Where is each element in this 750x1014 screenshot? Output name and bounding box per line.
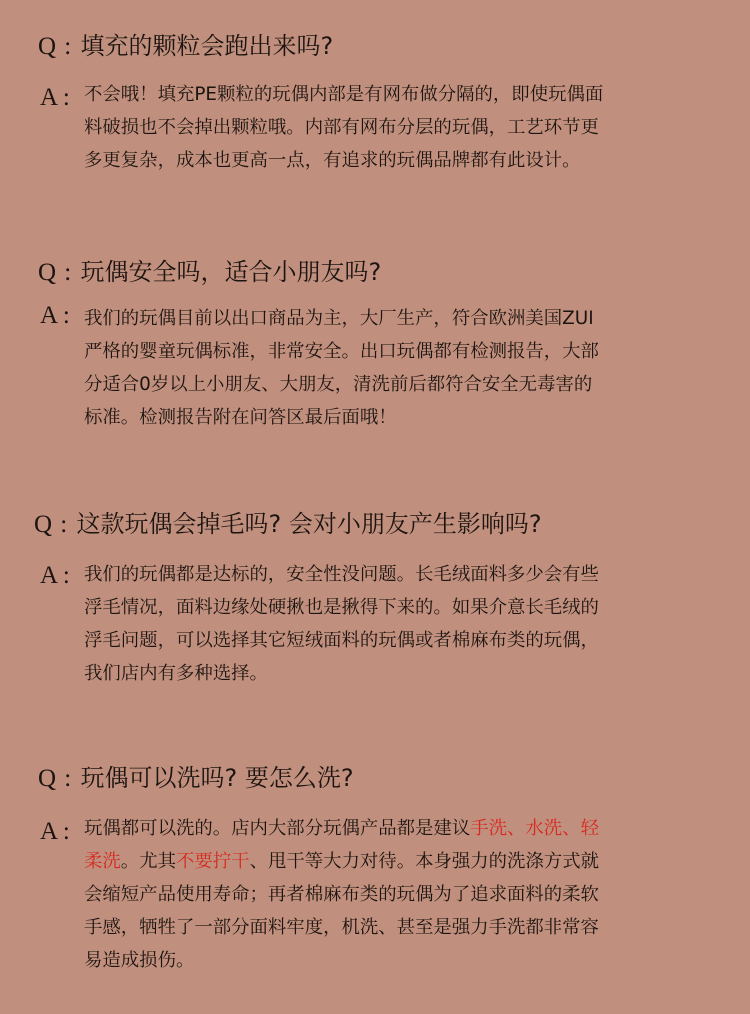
answer-text bbox=[84, 558, 714, 690]
answer-line: 不会哦！填充PE颗粒的玩偶内部是有网布做分隔的，即使玩偶面 bbox=[84, 84, 604, 105]
answer-prefix: A : bbox=[40, 818, 70, 845]
answer-line bbox=[84, 812, 714, 845]
question-row bbox=[34, 508, 542, 540]
answer-line: 浮毛情况，面料边缘处硬揪也是揪得下来的。如果介意长毛绒的 bbox=[84, 597, 599, 618]
answer-line: 我们的玩偶都是达标的，安全性没问题。长毛绒面料多少会有些 bbox=[84, 564, 599, 585]
answer-line: 严格的婴童玩偶标准，非常安全。出口玩偶都有检测报告，大部 bbox=[84, 341, 599, 362]
question-row bbox=[38, 30, 333, 62]
question-prefix: Q : bbox=[38, 259, 73, 286]
question-text: 填充的颗粒会跑出来吗? bbox=[80, 32, 334, 60]
question-text: 玩偶安全吗，适合小朋友吗? bbox=[80, 258, 382, 286]
highlight-text: 不要拧干 bbox=[175, 851, 250, 872]
question-row bbox=[38, 762, 354, 794]
answer-prefix: A : bbox=[40, 302, 70, 329]
answer-line: 分适合0岁以上小朋友、大朋友，清洗前后都符合安全无毒害的 bbox=[84, 374, 593, 395]
answer-prefix: A : bbox=[40, 562, 70, 589]
answer-prefix: A : bbox=[40, 84, 70, 111]
answer-segment: 、甩干等大力对待。本身强力的洗涤方式就 bbox=[249, 851, 599, 872]
answer-line: 标准。检测报告附在问答区最后面哦！ bbox=[84, 407, 397, 428]
question-row bbox=[38, 256, 381, 288]
question-text: 玩偶可以洗吗? 要怎么洗? bbox=[80, 764, 354, 792]
answer-text bbox=[84, 812, 714, 977]
answer-line: 料破损也不会掉出颗粒哦。内部有网布分层的玩偶，工艺环节更 bbox=[84, 117, 599, 138]
answer-line: 浮毛问题，可以选择其它短绒面料的玩偶或者棉麻布类的玩偶， bbox=[84, 630, 599, 651]
answer-line: 多更复杂，成本也更高一点，有追求的玩偶品牌都有此设计。 bbox=[84, 150, 581, 171]
answer-line: 手感，牺牲了一部分面料牢度，机洗、甚至是强力手洗都非常容 bbox=[84, 917, 599, 938]
highlight-text: 手洗、水洗、轻 bbox=[470, 818, 599, 839]
answer-text bbox=[84, 302, 714, 434]
question-prefix: Q : bbox=[34, 511, 69, 538]
answer-segment: 。尤其 bbox=[120, 851, 176, 872]
question-prefix: Q : bbox=[38, 33, 73, 60]
answer-line: 易造成损伤。 bbox=[84, 950, 195, 971]
question-text: 这款玩偶会掉毛吗? 会对小朋友产生影响吗? bbox=[76, 510, 542, 538]
answer-text bbox=[84, 78, 714, 177]
answer-line: 我们的玩偶目前以出口商品为主，大厂生产，符合欧洲美国ZUI bbox=[84, 308, 594, 329]
answer-line: 会缩短产品使用寿命；再者棉麻布类的玩偶为了追求面料的柔软 bbox=[84, 884, 599, 905]
highlight-text: 柔洗 bbox=[84, 851, 121, 872]
answer-segment: 玩偶都可以洗的。店内大部分玩偶产品都是建议 bbox=[84, 818, 471, 839]
answer-line: 我们店内有多种选择。 bbox=[84, 663, 268, 684]
question-prefix: Q : bbox=[38, 765, 73, 792]
answer-line bbox=[84, 845, 714, 878]
